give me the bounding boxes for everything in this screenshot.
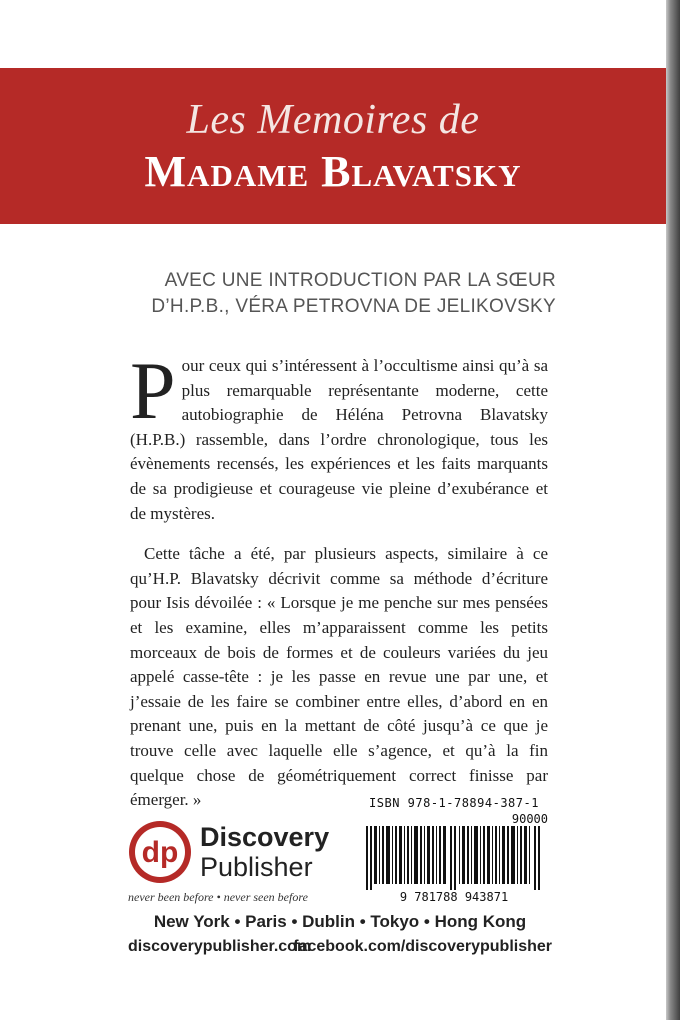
barcode-digits: 9 781788 943871 [399, 890, 509, 904]
dp-logo-icon [128, 820, 192, 884]
isbn-barcode [356, 796, 552, 906]
publisher-cities: New York • Paris • Dublin • Tokyo • Hong Kong [153, 912, 527, 931]
publisher-name-line-2: Publisher [200, 852, 313, 882]
drop-cap: P [130, 345, 176, 436]
banner-title: Madame Blavatsky [144, 147, 522, 196]
blurb-paragraph-1-text: our ceux qui s’intéressent à l’occultisme ainsi qu’à sa plus remarquable représentante moderne, cette autobiographie de Héléna Petrovna Blavatsky (H.P.B.) rassemble, dans l’ordre chronologique, tous les évènements recensés, les expériences et les faits marquants de sa prodigieuse et courageuse vie pleine d’exubérance et de mystères. [130, 356, 548, 523]
blurb-paragraph-2: Cette tâche a été, par plusieurs aspects, similaire à ce qu’H.P. Blavatsky décrivit comme sa méthode d’écriture pour Isis dévoilée : « Lorsque je me penche sur mes pensées et les examine, elles m’apparaissent comme les petits morceaux de bois de formes et de couleurs variées du jeu appelé casse-tête : je les passe en revue une par une, et j’essaie de les faire se combiner entre elles, d’abord en en prenant une, puis en la mettant de côté jusqu’à ce que je trouve celle avec laquelle elle s’agence, et qu’à la fin quelque chose de géométriquement correct finisse par émerger. » [130, 544, 548, 810]
banner-subtitle: Les Memoires de [186, 97, 480, 143]
introduction-credit [116, 268, 556, 320]
back-cover-blurb [130, 345, 548, 829]
logo-letters: dp [141, 836, 179, 869]
website-link: discoverypublisher.com [128, 938, 312, 955]
publisher-name-line-1: Discovery [200, 822, 330, 852]
intro-line-2: D’H.P.B., VÉRA PETROVNA DE JELIKOVSKY [151, 296, 556, 317]
intro-line-1: AVEC UNE INTRODUCTION PAR LA SŒUR [164, 270, 556, 291]
isbn-number: ISBN 978-1-78894-387-1 [369, 796, 539, 810]
blurb-paragraph-1 [130, 345, 548, 526]
price-code: 90000 [511, 812, 548, 826]
book-spine [666, 0, 680, 1020]
publisher-tagline: never been before • never seen before [128, 890, 308, 904]
barcode-bars [360, 826, 548, 890]
facebook-link: facebook.com/discoverypublisher [293, 938, 552, 955]
